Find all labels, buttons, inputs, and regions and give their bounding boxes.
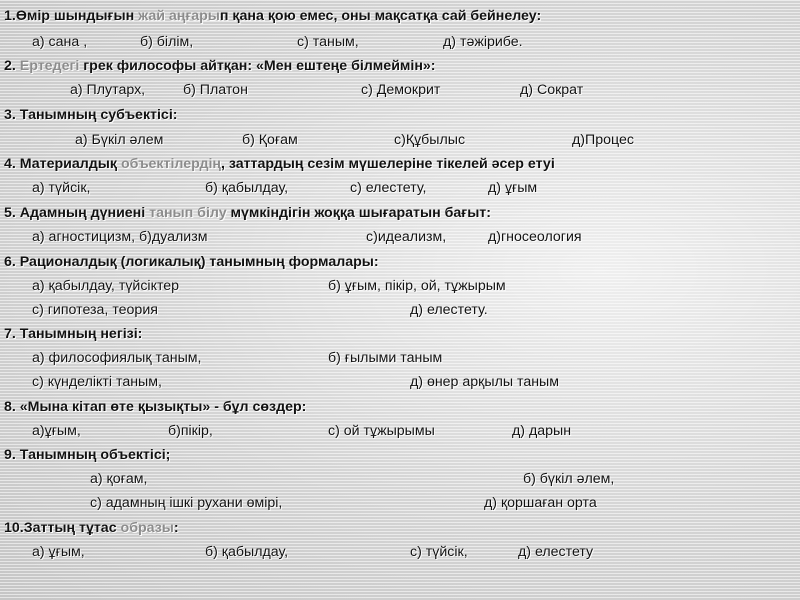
- option-c: с) күнделікті таным,: [32, 374, 162, 390]
- question-9-options-row1: [0, 468, 800, 490]
- question-4: 4. Материалдық объектілердің, заттардың сезім мүшелеріне тікелей әсер етуі: [4, 156, 555, 172]
- option-d: д) дарын: [512, 423, 572, 439]
- question-6-options-row1: [0, 275, 800, 297]
- option-b: б) қабылдау,: [205, 544, 289, 560]
- question-4-options: [0, 177, 800, 199]
- question-9-options-row2: [0, 492, 800, 514]
- question-2: 2. Ертедегі грек философы айтқан: «Мен ештеңе білмеймін»:: [4, 58, 436, 74]
- question-1: 1.Өмір шындығын жай аңғарып қана қою емес, оны мақсатқа сай бейнелеу:: [4, 8, 542, 24]
- option-d: д) өнер арқылы таным: [410, 374, 560, 390]
- option-c: с) түйсік,: [410, 544, 468, 560]
- question-2-options: [0, 79, 800, 101]
- option-a: а)ұғым,: [32, 423, 81, 439]
- question-9: 9. Танымның объектісі;: [4, 447, 171, 463]
- option-b: б) бүкіл әлем,: [523, 471, 615, 487]
- option-a: а) Плутарх,: [70, 82, 146, 98]
- question-7: 7. Танымның негізі:: [4, 326, 143, 342]
- question-1-options: [0, 31, 800, 53]
- question-5-options: [0, 226, 800, 248]
- option-b: б) ұғым, пікір, ой, тұжырым: [328, 278, 506, 294]
- option-b: б) Қоғам: [242, 132, 298, 148]
- option-d: д) Сократ: [520, 82, 584, 98]
- option-d: д) елестету.: [410, 302, 488, 318]
- option-a: а) қоғам,: [90, 471, 148, 487]
- option-c: с) Демокрит: [361, 82, 441, 98]
- question-7-options-row1: [0, 347, 800, 369]
- option-d: д) тәжірибе.: [443, 34, 523, 50]
- option-c: с)Құбылыс: [394, 132, 466, 148]
- option-c: с) елестету,: [350, 180, 427, 196]
- option-d: д)гносеология: [488, 229, 582, 245]
- option-b: б) білім,: [140, 34, 194, 50]
- option-c: с) таным,: [297, 34, 359, 50]
- question-5: 5. Адамның дүниені танып білу мүмкіндігін жоққа шығаратын бағыт:: [4, 205, 491, 221]
- question-3: 3. Танымның субъектісі:: [4, 107, 178, 123]
- question-8: 8. «Мына кітап өте қызықты» - бұл сөздер:: [4, 399, 307, 415]
- option-d: д)Процес: [572, 132, 634, 148]
- question-6: 6. Рационалдық (логикалық) танымның формалары:: [4, 254, 379, 270]
- option-a: а) сана ,: [32, 34, 88, 50]
- option-d: д) қоршаған орта: [484, 495, 597, 511]
- option-a: а) қабылдау, түйсіктер: [32, 278, 180, 294]
- option-b: б) ғылыми таным: [328, 350, 443, 366]
- option-c: с) адамның ішкі рухани өмірі,: [90, 495, 283, 511]
- option-b: б) Платон: [183, 82, 248, 98]
- question-3-options: [0, 129, 800, 151]
- option-d: д) елестету: [518, 544, 594, 560]
- question-6-options-row2: [0, 299, 800, 321]
- question-10-options: [0, 541, 800, 563]
- question-8-options: [0, 420, 800, 442]
- question-10: 10.Заттың тұтас образы:: [4, 520, 179, 536]
- option-a: а) түйсік,: [32, 180, 91, 196]
- option-c: с) гипотеза, теория: [32, 302, 158, 318]
- question-7-options-row2: [0, 371, 800, 393]
- option-a: а) философиялық таным,: [32, 350, 202, 366]
- option-d: д) ұғым: [488, 180, 538, 196]
- option-a: а) Бүкіл әлем: [75, 132, 164, 148]
- option-b: б)пікір,: [168, 423, 213, 439]
- option-a-b: а) агностицизм, б)дуализм: [32, 229, 208, 245]
- option-c: с) ой тұжырымы: [328, 423, 435, 439]
- option-c: с)идеализм,: [366, 229, 447, 245]
- option-a: а) ұғым,: [32, 544, 85, 560]
- option-b: б) қабылдау,: [205, 180, 289, 196]
